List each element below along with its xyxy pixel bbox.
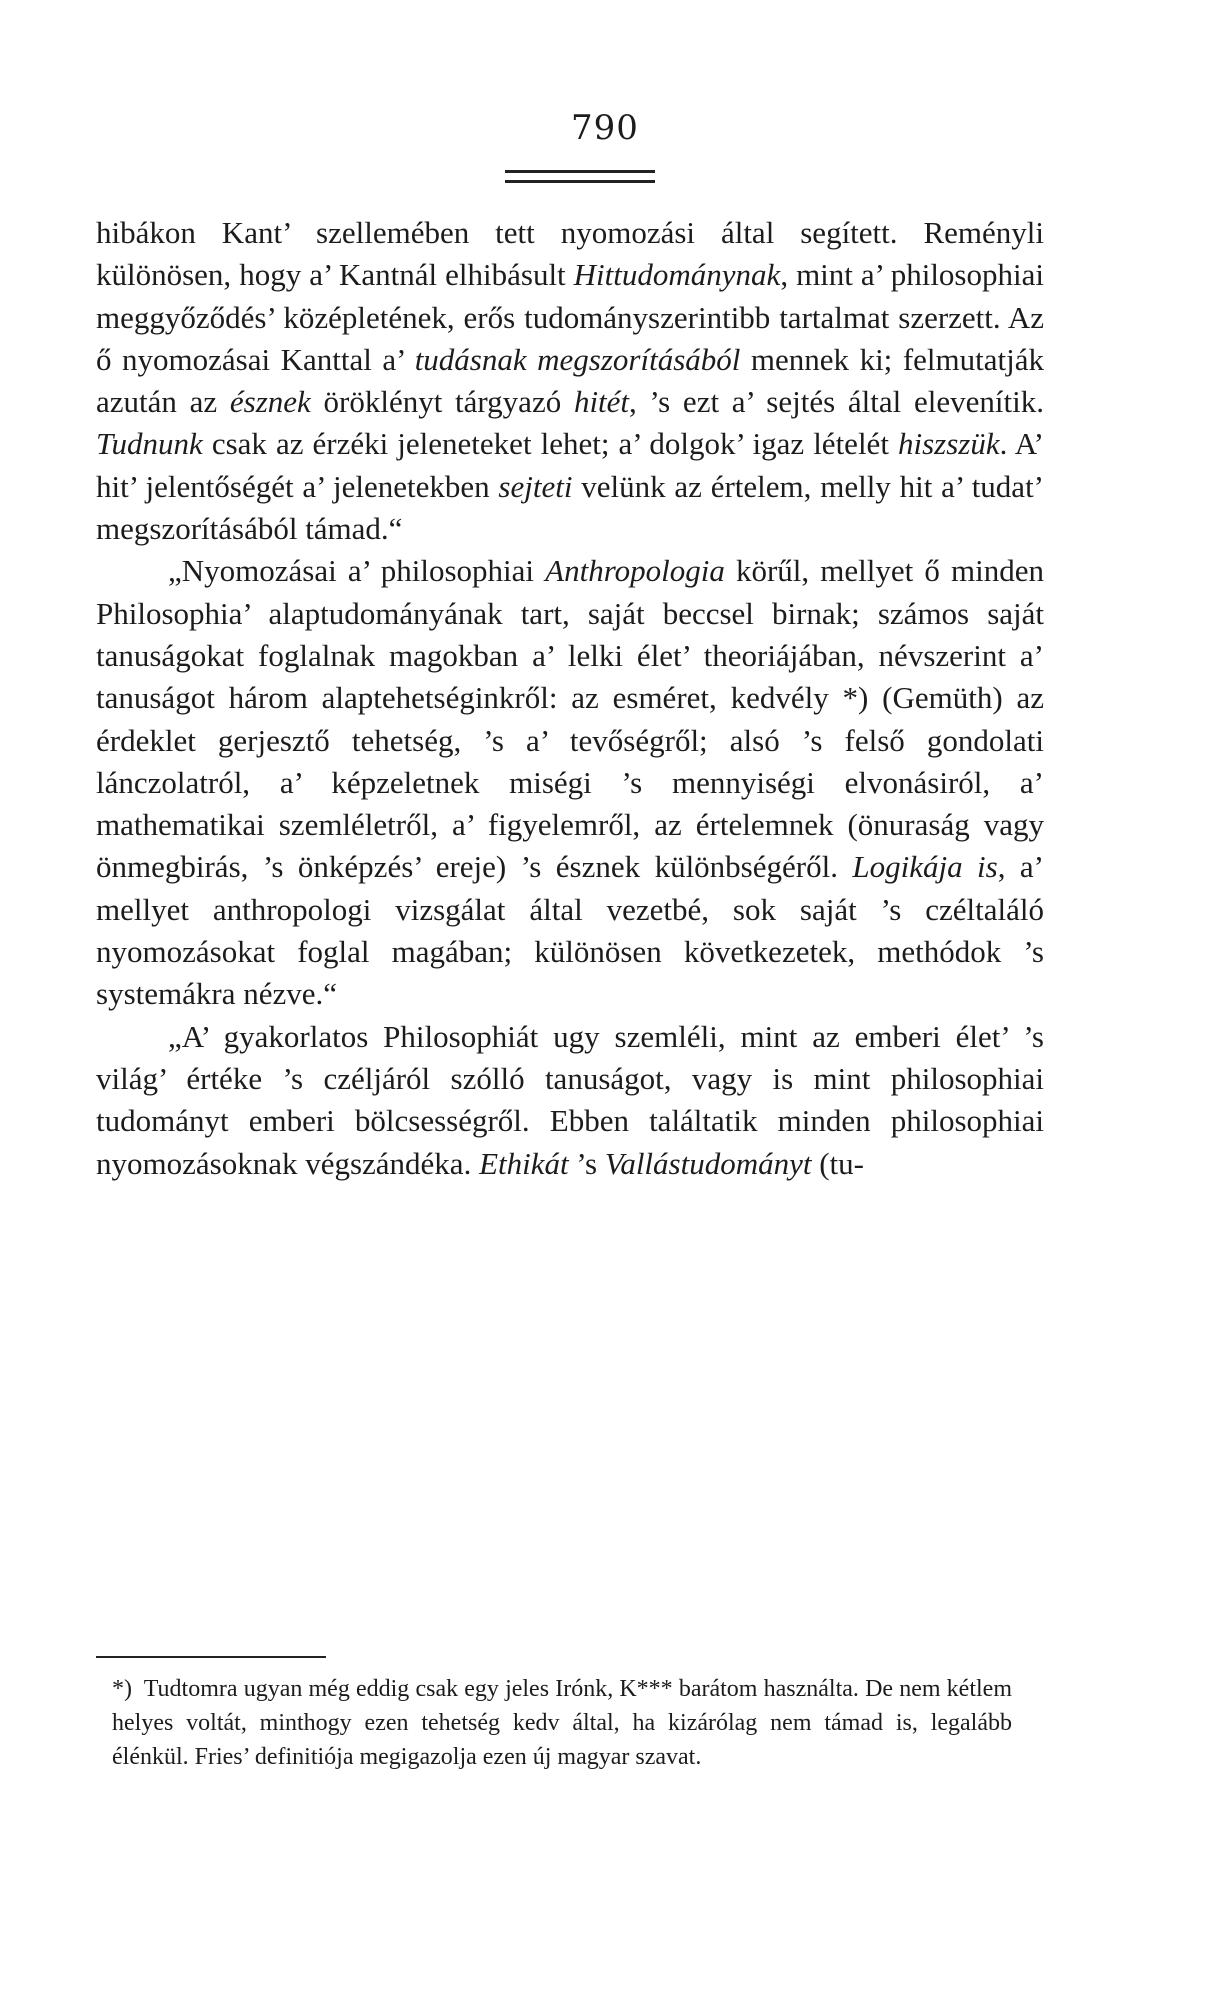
footnote	[112, 1672, 1012, 1774]
italic-term: Anthropologia	[545, 553, 725, 589]
italic-term: Tudnunk	[96, 426, 203, 462]
page-number: 790	[571, 108, 639, 148]
footnote-rule	[96, 1656, 326, 1658]
text-run: (tu-	[811, 1145, 864, 1181]
text-run: öröklényt tárgyazó	[310, 384, 574, 420]
paragraph-2	[96, 550, 1044, 1015]
text-run: hibákon Kant’ szellemében tett nyomozási által segített. Reményli különösen, hogy a’ Kantnál elhibásult	[96, 215, 1044, 293]
italic-term: észnek	[229, 384, 311, 420]
italic-term: sejteti	[498, 468, 573, 504]
italic-term: Ethikát	[479, 1145, 569, 1181]
italic-term: Logikája is	[852, 849, 998, 885]
paragraph-1	[96, 212, 1044, 550]
text-run: , a’ mellyet anthropologi vizsgálat által vezetbé, sok saját ’s czéltaláló nyomozásokat foglal magában; különösen következetek, methódok ’s systemákra nézve.“	[96, 849, 1044, 1012]
body-text	[96, 212, 1044, 1185]
header-rule	[505, 170, 655, 183]
italic-term: tudásnak megszorításából	[414, 341, 741, 377]
footnote-text: Tudtomra ugyan még eddig csak egy jeles Irónk, K*** barátom használta. De nem kétlem helyes voltát, minthogy ezen tehetség kedv által, ha kizárólag nem támad is, legalább élénkül. Fries’ definitiója megigazolja ezen új magyar szavat.	[112, 1676, 1012, 1770]
text-run: velünk az értelem, melly hit a’ tudat’ megszorításából támad.“	[96, 468, 1045, 547]
text-run: , mint a’ philosophiai meggyőződés’ középletének, erős tudományszerintibb tartalmat szerzett. Az ő nyomozásai Kanttal a’	[96, 257, 1044, 377]
text-run: ’s	[568, 1145, 605, 1181]
italic-term: hiszszük	[897, 426, 1000, 462]
italic-term: Hittudománynak	[573, 257, 781, 293]
text-run: „A’ gyakorlatos Philosophiát ugy szemléli, mint az emberi élet’ ’s világ’ értéke ’s czéljáról szólló tanuságot, vagy is mint philosophiai tudományt emberi bölcsességről. Ebben találtatik minden philosophiai nyomozásoknak végszándéka.	[96, 1018, 1044, 1181]
footnote-mark: *)	[112, 1676, 132, 1702]
paragraph-3	[96, 1016, 1044, 1185]
text-run: mennek ki; felmutatják azután az	[96, 341, 1044, 420]
text-run: csak az érzéki jeleneteket lehet; a’ dolgok’ igaz lételét	[202, 426, 898, 462]
text-run: . A’ hit’ jelentőségét a’ jelenetekben	[96, 426, 1044, 504]
text-run: körűl, mellyet ő minden Philosophia’ alaptudományának tart, saját beccsel birnak; számos saját tanuságokat foglalnak magokban a’ lelki élet’ theoriájában, névszerint a’ tanuságot három alaptehetséginkről: az esméret, kedvély *) (Gemüth) az érdeklet gerjesztő tehetség, ’s a’ tevőségről; alsó ’s felső gondolati lánczolatról, a’ képzeletnek miségi ’s mennyiségi elvonásiról, a’ mathematikai szemléletről, a’ figyelemről, az értelemnek (önuraság vagy önmegbirás, ’s önképzés’ ereje) ’s észnek különbségéről.	[96, 553, 1044, 885]
italic-term: Vallástudományt	[604, 1145, 812, 1181]
text-run: „Nyomozásai a’ philosophiai	[168, 553, 546, 589]
text-run: , ’s ezt a’ sejtés által elevenítik.	[629, 384, 1044, 420]
italic-term: hitét	[573, 384, 630, 420]
